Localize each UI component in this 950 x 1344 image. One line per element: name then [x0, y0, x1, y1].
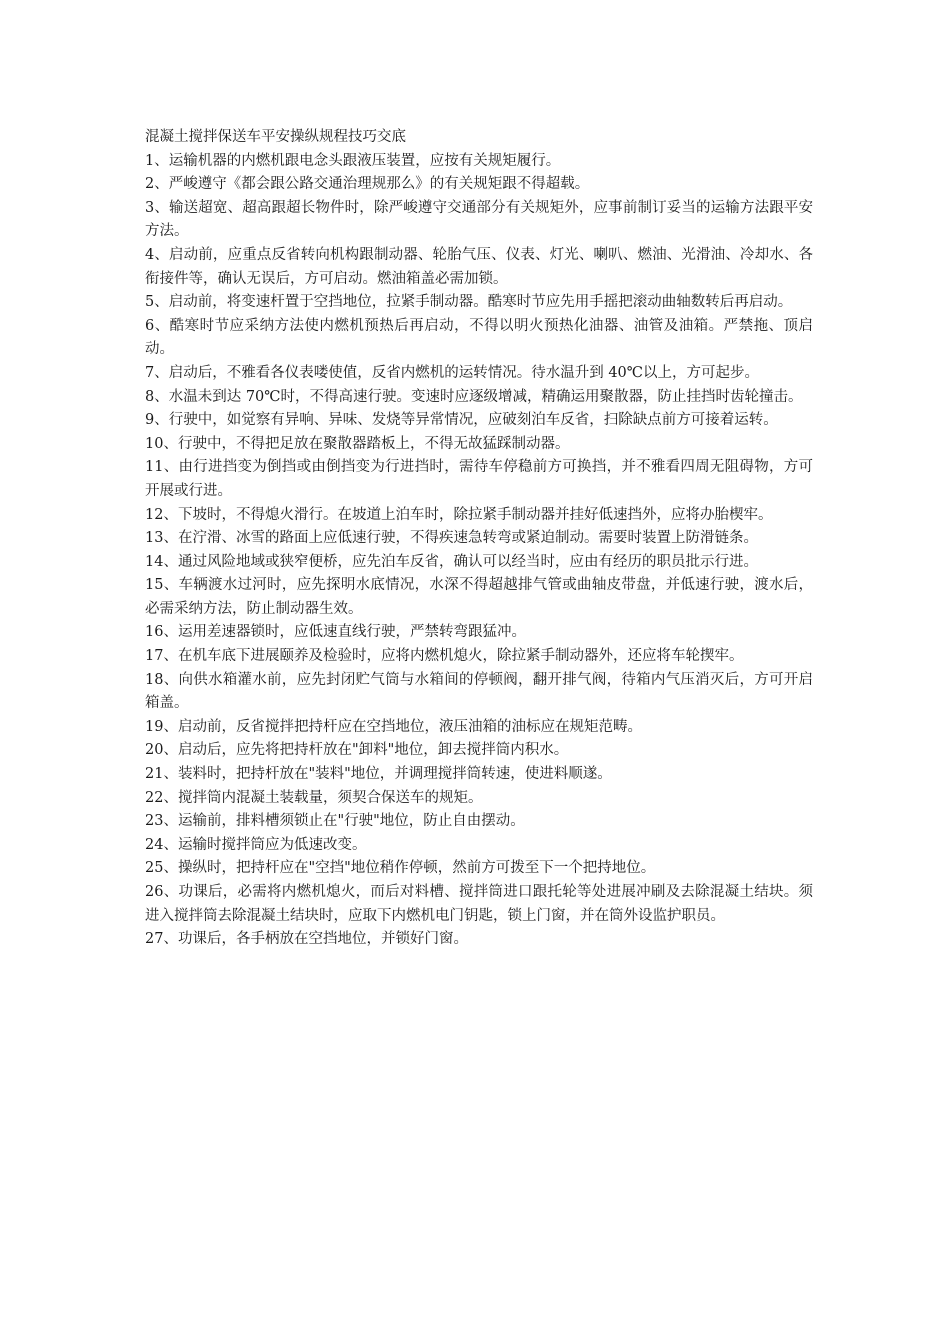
document-body — [145, 126, 813, 952]
list-item: 12、下坡时，不得熄火滑行。在坡道上泊车时，除拉紧手制动器并挂好低速挡外，应将办胎楔牢。 — [145, 506, 773, 523]
list-item: 7、启动后，不雅看各仪表喽使值，反省内燃机的运转情况。待水温升到 40℃以上，方可起步。 — [145, 364, 760, 381]
list-item: 1、运输机器的内燃机跟电念头跟液压装置，应按有关规矩履行。 — [145, 152, 561, 169]
list-item: 8、水温未到达 70℃时，不得高速行驶。变速时应逐级增减，精确运用聚散器，防止挂挡时齿轮撞击。 — [145, 388, 803, 405]
list-item: 17、在机车底下进展颐养及检验时，应将内燃机熄火，除拉紧手制动器外，还应将车轮揳牢。 — [145, 648, 744, 665]
list-item: 18、向供水箱灌水前，应先封闭贮气筒与水箱间的停顿阀，翻开排气阀，待箱内气压消灭后，方可开启箱盖。 — [145, 671, 813, 712]
list-item: 11、由行进挡变为倒挡或由倒挡变为行进挡时，需待车停稳前方可换挡，并不雅看四周无阻碍物，方可开展或行进。 — [145, 459, 813, 499]
list-item: 4、启动前，应重点反省转向机构跟制动器、轮胎气压、仪表、灯光、喇叭、燃油、光滑油、冷却水、各衔接件等，确认无误后，方可启动。燃油箱盖必需加锁。 — [145, 246, 813, 287]
list-item: 13、在泞滑、冰雪的路面上应低速行驶，不得疾速急转弯或紧迫制动。需要时装置上防滑链条。 — [145, 530, 758, 547]
list-item: 10、行驶中，不得把足放在聚散器踏板上，不得无故猛踩制动器。 — [145, 435, 570, 452]
list-item: 21、装料时，把持杆放在"装料"地位，并调理搅拌筒转速，使进料顺遂。 — [145, 766, 612, 783]
list-item: 22、搅拌筒内混凝土装载量，须契合保送车的规矩。 — [145, 789, 483, 806]
list-item: 25、操纵时，把持杆应在"空挡"地位稍作停顿，然前方可拨至下一个把持地位。 — [145, 860, 656, 877]
list-item: 20、启动后，应先将把持杆放在"卸料"地位，卸去搅拌筒内积水。 — [145, 742, 569, 759]
list-item: 23、运输前，排料槽须锁止在"行驶"地位，防止自由摆动。 — [145, 813, 525, 830]
list-item: 15、车辆渡水过河时，应先探明水底情况，水深不得超越排气管或曲轴皮带盘，并低速行驶，渡水后，必需采纳方法，防止制动器生效。 — [145, 577, 813, 617]
list-item: 3、输送超宽、超高跟超长物件时，除严峻遵守交通部分有关规矩外，应事前制订妥当的运输方法跟平安方法。 — [145, 199, 813, 240]
list-item: 14、通过风险地域或狭窄便桥，应先泊车反省，确认可以经当时，应由有经历的职员批示行进。 — [145, 553, 758, 570]
list-item: 24、运输时搅拌筒应为低速改变。 — [145, 836, 367, 853]
list-item: 16、运用差速器锁时，应低速直线行驶，严禁转弯跟猛冲。 — [145, 624, 526, 641]
list-item: 26、功课后，必需将内燃机熄火，而后对料槽、搅拌筒进口跟托轮等处进展冲刷及去除混凝土结块。须进入搅拌筒去除混凝土结块时，应取下内燃机电门钥匙，锁上门窗，并在筒外设监护职员。 — [145, 884, 813, 924]
list-item: 27、功课后，各手柄放在空挡地位，并锁好门窗。 — [145, 931, 468, 948]
list-item: 6、酷寒时节应采纳方法使内燃机预热后再启动，不得以明火预热化油器、油管及油箱。严禁拖、顶启动。 — [145, 317, 813, 358]
list-item: 19、启动前，反省搅拌把持杆应在空挡地位，液压油箱的油标应在规矩范畴。 — [145, 718, 642, 735]
document-title: 混凝土搅拌保送车平安操纵规程技巧交底 — [145, 129, 406, 145]
list-item: 2、严峻遵守《都会跟公路交通治理规那么》的有关规矩跟不得超载。 — [145, 176, 590, 193]
list-item: 5、启动前，将变速杆置于空挡地位，拉紧手制动器。酷寒时节应先用手摇把滚动曲轴数转后再启动。 — [145, 294, 793, 311]
list-item: 9、行驶中，如觉察有异响、异味、发烧等异常情况，应破刻泊车反省，扫除缺点前方可接着运转。 — [145, 412, 778, 429]
